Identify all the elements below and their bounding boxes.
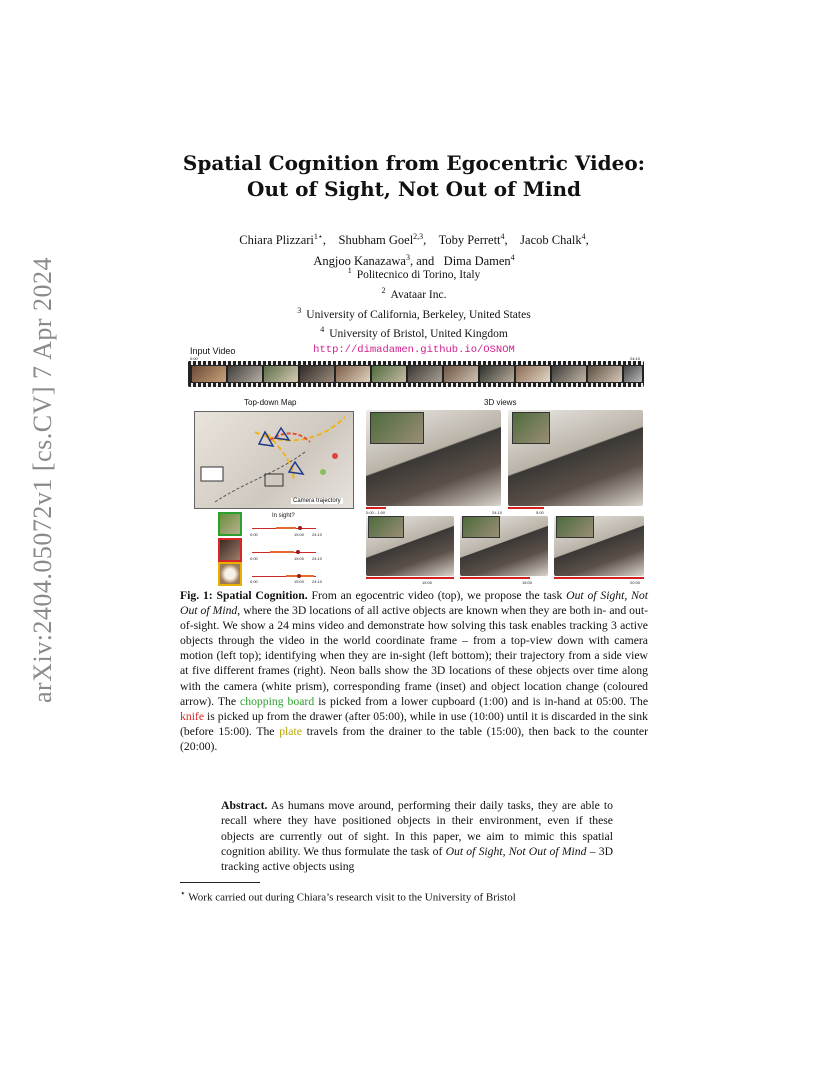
project-url-link[interactable]: http://dimadamen.github.io/OSNOM [313, 344, 515, 357]
abstract: Abstract. As humans move around, performing their daily tasks, they are able to recall where they have positioned objects in their environment, even if these objects are currently out of sight. In this paper, we aim to mimic this spatial cognition ability. We thus formulate the task of Out of Sight, Not Out of Mind – 3D tracking active objects using [221, 799, 614, 874]
arxiv-stamp: arXiv:2404.05072v1 [cs.CV] 7 Apr 2024 [28, 256, 57, 704]
map-drawing [195, 412, 353, 508]
plate-thumbnail [218, 562, 242, 586]
affiliation: $^3$ University of California, Berkeley, United States [297, 305, 531, 321]
in-sight-label: In sight? [272, 513, 295, 519]
3d-view-3 [366, 516, 454, 576]
3d-views-label: 3D views [484, 398, 517, 407]
caption-label: Fig. 1: Spatial Cognition. [180, 589, 308, 602]
author-name: Shubham Goel [338, 233, 414, 248]
footnote: ⋆ Work carried out during Chiara’s research visit to the University of Bristol [180, 888, 516, 904]
title-line-1: Spatial Cognition from Egocentric Video: [182, 151, 646, 175]
author-name: Toby Perrett [438, 233, 501, 248]
paper-title [180, 150, 648, 202]
author-name: Angjoo Kanazawa [313, 254, 406, 269]
chopping-board-thumbnail [218, 512, 242, 536]
3d-view-5 [554, 516, 644, 576]
abstract-label: Abstract. [221, 799, 268, 812]
chopping-board-term: chopping board [240, 694, 315, 708]
author-name: Dima Damen [443, 254, 511, 269]
author-name: Jacob Chalk [520, 233, 582, 248]
input-video-label: Input Video [190, 346, 236, 356]
author-name: Chiara Plizzari [239, 233, 314, 248]
video-end-time: 24:10 [630, 356, 641, 361]
camera-trajectory-legend: Camera trajectory [293, 498, 341, 504]
top-down-map [194, 411, 354, 509]
3d-view-4 [460, 516, 548, 576]
footnote-rule [180, 882, 260, 883]
top-down-map-label: Top-down Map [244, 398, 297, 407]
input-video-filmstrip [188, 361, 644, 387]
affiliation: $^4$ University of Bristol, United Kingdom [320, 325, 508, 341]
3d-view-2 [508, 410, 643, 506]
figure-caption: Fig. 1: Spatial Cognition. From an egocentric video (top), we propose the task Out of Sight, Not Out of Mind, where the 3D locations of all active objects are known when they are both in- and out-of-sight. We show a 24 mins video and demonstrate how solving this task enables tracking 3 active objects through the video in the world coordinate frame – from a top-view down with camera motion (left top); identifying when they are in-sight (left bottom); their trajectory from a side view at five different frames (right). Neon balls show the 3D locations of these objects over time along with the camera (white prism), corresponding frame (inset) and object location change (coloured arrow). The chopping board is picked from a lower cupboard (1:00) and is in-hand at 05:00. The knife is picked up from the drawer (after 05:00), while in use (10:00) until it is discarded in the sink (before 15:00). The plate travels from the drainer to the table (15:00), then back to the counter (20:00). [180, 589, 649, 753]
knife-term: knife [180, 709, 205, 723]
affiliation: $^1$ Politecnico di Torino, Italy [347, 266, 481, 281]
video-start-time: 0:00 [190, 356, 198, 361]
knife-thumbnail [218, 538, 242, 562]
title-line-2: Out of Sight, Not Out of Mind [247, 177, 581, 201]
3d-view-1 [366, 410, 501, 506]
figure-1: Input Video 0:00 24:10 Top-down Map 3D views Camera trajectory In sight? 0:00 15:00 24:10 0:00 15:00 24:10 0:00 15:00 24:10 0:00 - 1:00 24:10 5:00 15:00 15:00 20:00 [186, 344, 646, 584]
plate-term: plate [279, 724, 302, 738]
author-list: Chiara Plizzari$^{1⋆}$, Shubham Goel$^{2,3}$, Toby Perrett$^4$, Jacob Chalk$^4$, Angjoo Kanazawa$^3$, and Dima Damen$^4$ [239, 232, 589, 269]
affiliation: $^2$ Avataar Inc. [381, 285, 447, 301]
